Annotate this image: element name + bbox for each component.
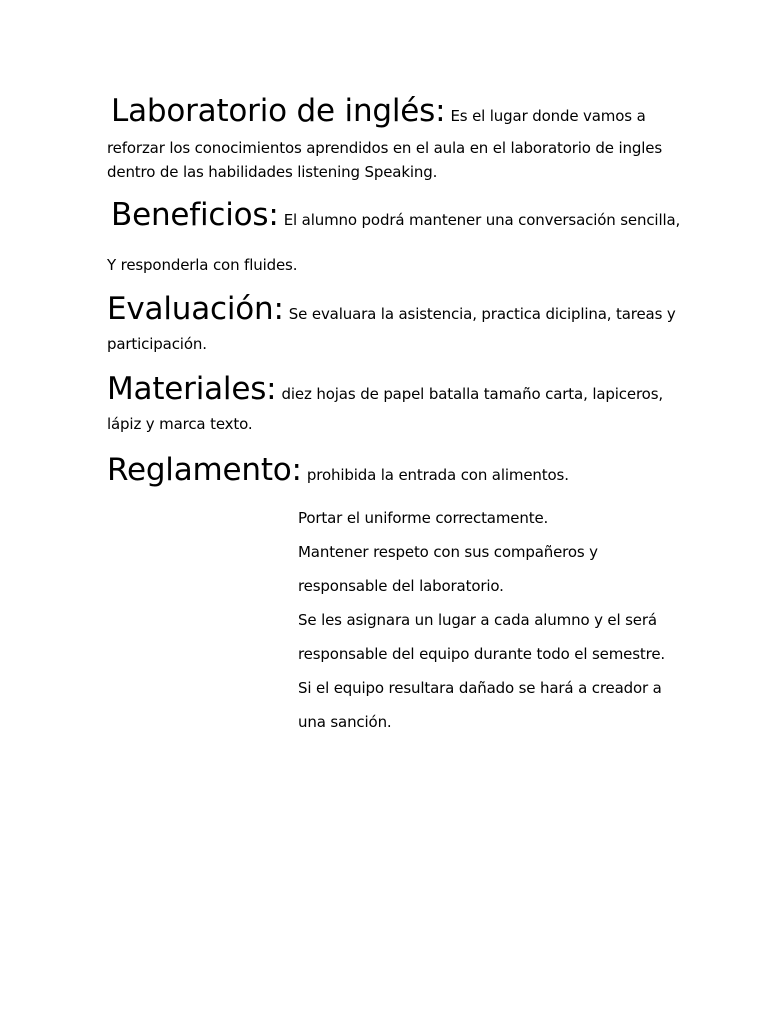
reglamento-line-1 <box>107 452 569 488</box>
laboratorio-text-1: Es el lugar donde vamos a <box>450 107 646 125</box>
reglamento-text-1: prohibida la entrada con alimentos. <box>306 466 569 484</box>
materiales-text-1: diez hojas de papel batalla tamaño carta, lapiceros, <box>281 385 663 403</box>
beneficios-text-1: El alumno podrá mantener una conversación sencilla, <box>283 211 681 229</box>
evaluacion-text-1: Se evaluara la asistencia, practica diciplina, tareas y <box>288 305 676 323</box>
beneficios-heading: Beneficios: <box>111 197 279 233</box>
laboratorio-text-2: reforzar los conocimientos aprendidos en el aula en el laboratorio de ingles <box>107 139 662 157</box>
reglamento-rule: Se les asignara un lugar a cada alumno y el será <box>298 611 657 629</box>
beneficios-line-1 <box>111 197 681 233</box>
laboratorio-heading: Laboratorio de inglés: <box>111 93 446 129</box>
reglamento-rule: Si el equipo resultara dañado se hará a creador a <box>298 679 662 697</box>
reglamento-rule: Portar el uniforme correctamente. <box>298 509 549 527</box>
reglamento-heading: Reglamento: <box>107 452 302 488</box>
reglamento-rule: responsable del laboratorio. <box>298 577 504 595</box>
laboratorio-line-1 <box>111 93 646 129</box>
materiales-line-1 <box>107 371 663 407</box>
evaluacion-heading: Evaluación: <box>107 291 284 327</box>
reglamento-rules-list <box>298 505 718 743</box>
reglamento-rule: responsable del equipo durante todo el semestre. <box>298 645 666 663</box>
beneficios-text-2: Y responderla con fluides. <box>107 256 298 274</box>
materiales-heading: Materiales: <box>107 371 277 407</box>
materiales-text-2: lápiz y marca texto. <box>107 415 253 433</box>
evaluacion-line-1 <box>107 291 676 327</box>
evaluacion-text-2: participación. <box>107 335 207 353</box>
laboratorio-text-3: dentro de las habilidades listening Speaking. <box>107 163 438 181</box>
reglamento-rule: una sanción. <box>298 713 392 731</box>
reglamento-rule: Mantener respeto con sus compañeros y <box>298 543 598 561</box>
